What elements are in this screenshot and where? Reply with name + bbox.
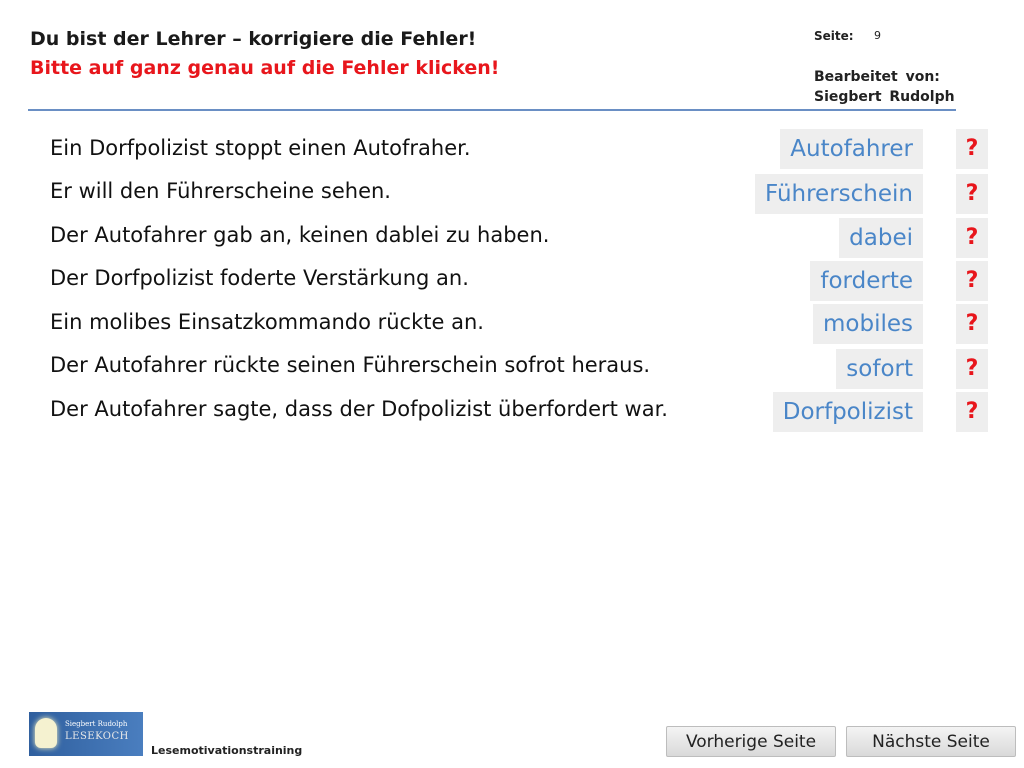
sentence-7[interactable]: Der Autofahrer sagte, dass der Dofpolizist überfordert war. <box>50 397 668 421</box>
correction-2: Führerschein <box>755 174 923 214</box>
hint-button-1[interactable]: ? <box>956 129 988 169</box>
sentence-5[interactable]: Ein molibes Einsatzkommando rückte an. <box>50 310 484 334</box>
hint-button-7[interactable]: ? <box>956 392 988 432</box>
sentence-2[interactable]: Er will den Führerscheine sehen. <box>50 179 391 203</box>
correction-7: Dorfpolizist <box>773 392 923 432</box>
hint-button-2[interactable]: ? <box>956 174 988 214</box>
lightbulb-icon <box>35 718 57 748</box>
header-divider <box>28 109 956 111</box>
hint-button-4[interactable]: ? <box>956 261 988 301</box>
sentence-1[interactable]: Ein Dorfpolizist stoppt einen Autofraher. <box>50 136 471 160</box>
page-subtitle: Bitte auf ganz genau auf die Fehler klicken! <box>30 57 500 79</box>
page-label: Seite: <box>814 29 854 43</box>
page-title: Du bist der Lehrer – korrigiere die Fehler! <box>30 28 477 50</box>
next-page-button[interactable]: Nächste Seite <box>846 726 1016 757</box>
previous-page-button[interactable]: Vorherige Seite <box>666 726 836 757</box>
page-number: 9 <box>874 29 881 42</box>
correction-4: forderte <box>810 261 923 301</box>
hint-button-5[interactable]: ? <box>956 304 988 344</box>
correction-6: sofort <box>836 349 923 389</box>
sentence-3[interactable]: Der Autofahrer gab an, keinen dablei zu haben. <box>50 223 550 247</box>
correction-5: mobiles <box>813 304 923 344</box>
footer-label: Lesemotivationstraining <box>151 744 303 757</box>
sentence-4[interactable]: Der Dorfpolizist foderte Verstärkung an. <box>50 266 469 290</box>
edited-by-label: Bearbeitet von: <box>814 69 940 85</box>
correction-1: Autofahrer <box>780 129 923 169</box>
lesekoch-logo <box>29 712 143 756</box>
hint-button-3[interactable]: ? <box>956 218 988 258</box>
correction-3: dabei <box>839 218 923 258</box>
logo-brand: LESEKOCH <box>65 731 129 742</box>
author-block <box>814 67 955 107</box>
sentence-6[interactable]: Der Autofahrer rückte seinen Führerschein sofrot heraus. <box>50 353 651 377</box>
logo-author: Siegbert Rudolph <box>65 720 128 728</box>
author-name: Siegbert Rudolph <box>814 89 955 105</box>
hint-button-6[interactable]: ? <box>956 349 988 389</box>
